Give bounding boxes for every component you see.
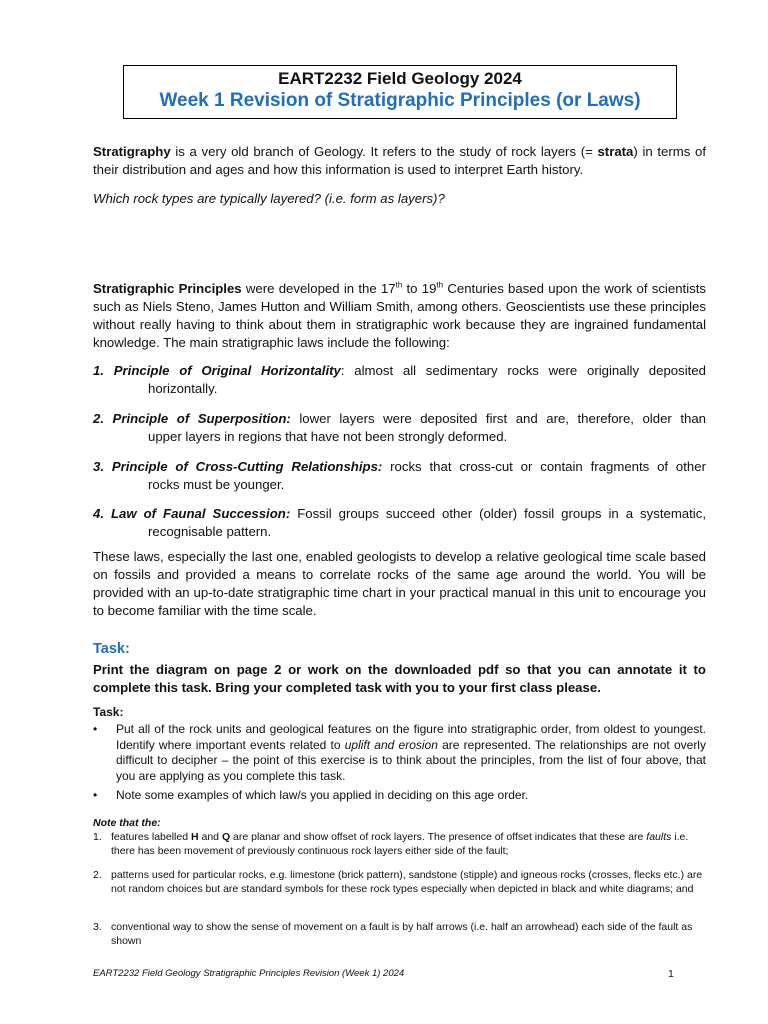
sup-th-1: th — [395, 280, 403, 290]
law-text: Fossil groups succeed other (older) fossil groups in a systematic, — [290, 506, 706, 521]
note-text-c: i.e. there has been movement of previously continuous rock layers either side of the fault; — [111, 831, 689, 857]
law-item — [93, 458, 706, 494]
intro-text-a: is a very old branch of Geology. It refers to the study of rock layers (= — [170, 144, 598, 159]
task-bullet — [93, 788, 706, 804]
note-number: 2. — [93, 869, 102, 881]
principles-text-a: were developed in the 17 — [241, 281, 396, 296]
law-heading: 4. Law of Faunal Succession: — [93, 506, 291, 521]
page-footer: EART2232 Field Geology Stratigraphic Principles Revision (Week 1) 2024 — [93, 968, 405, 979]
task-heading: Task: — [93, 641, 130, 657]
course-title: EART2232 Field Geology 2024 — [278, 69, 522, 88]
task-instruction: Print the diagram on page 2 or work on the downloaded pdf so that you can annotate it to complete this task. Bring your completed task with you to your first class please. — [93, 662, 706, 695]
laws-paragraph: These laws, especially the last one, enabled geologists to develop a relative geological time scale based on fossils and provided a means to correlate rocks of the same age around the world. You will be provided with an up-to-date stratigraphic time chart in your practical manual in this unit to encourage you to become familiar with the time scale. — [93, 549, 706, 618]
law-text: lower layers were deposited first and are, therefore, older than — [290, 411, 707, 426]
intro-paragraph — [93, 143, 706, 179]
law-text: almost all sedimentary rocks were originally deposited — [344, 363, 706, 378]
note-text: features labelled — [111, 831, 191, 843]
note-item — [93, 868, 706, 896]
note-number: 3. — [93, 921, 102, 933]
law-heading-colon: : — [340, 363, 345, 378]
task-bullet — [93, 722, 706, 784]
law-heading: 1. Principle of Original Horizontality — [93, 363, 341, 378]
note-emphasis: faults — [646, 831, 672, 843]
sup-th-2: th — [436, 280, 444, 290]
principles-paragraph — [93, 280, 706, 352]
note-label-q: Q — [221, 831, 231, 843]
intro-term: Stratigraphy — [93, 144, 171, 159]
law-item — [93, 505, 706, 541]
bullet-text: Put all of the rock units and geological features on the figure into stratigraphic order, from oldest to youngest. Identify where important events related to — [116, 722, 706, 752]
principles-text-c: Centuries based upon the work of scientists such as Niels Steno, James Hutton and William Smith, among others. Geoscientists use these principles without really having to think about them in stratigraphic work because they are ingrained fundamental knowledge. The main stratigraphic laws include the following: — [93, 281, 706, 350]
law-text-continued: recognisable pattern. — [148, 524, 272, 539]
document-title: Week 1 Revision of Stratigraphic Principles (or Laws) — [159, 90, 641, 111]
principles-term: Stratigraphic Principles — [93, 281, 242, 296]
bullet-emphasis: uplift and erosion — [344, 737, 438, 752]
bullet-icon: • — [93, 788, 98, 802]
law-text-continued: rocks must be younger. — [148, 477, 285, 492]
principles-text-b: to 19 — [402, 281, 437, 296]
intro-question: Which rock types are typically layered? (i.e. form as layers)? — [93, 191, 445, 206]
law-text-continued: upper layers in regions that have not been strongly deformed. — [148, 429, 508, 444]
bullet-text: Note some examples of which law/s you applied in deciding on this age order. — [116, 788, 529, 802]
intro-text-b: ) in terms of their distribution and ages and how this information is used to interpret Earth history. — [93, 144, 706, 177]
law-text-continued: horizontally. — [148, 381, 218, 396]
note-number: 1. — [93, 831, 102, 843]
bullet-text-b: are represented. The relationships are not overly difficult to decipher – the point of this exercise is to think about the principles, from the list of four above, that you are applying as you complete this task. — [116, 737, 706, 783]
note-text: patterns used for particular rocks, e.g. limestone (brick pattern), sandstone (stipple) and igneous rocks (crosses, flecks etc.) are not random choices but are standard symbols for these rock types especially when depicted in black and white diagrams; and — [111, 869, 703, 895]
note-text-b: are planar and show offset of rock layers. The presence of offset indicates that these are — [230, 831, 647, 843]
note-label-h: H — [190, 831, 199, 843]
title-box — [123, 65, 677, 119]
law-heading: 2. Principle of Superposition: — [93, 411, 291, 426]
note-item — [93, 920, 706, 948]
task-label: Task: — [93, 705, 124, 719]
note-text: conventional way to show the sense of movement on a fault is by half arrows (i.e. half an arrowhead) each side of the fault as shown — [111, 921, 693, 947]
page-number: 1 — [668, 968, 674, 980]
intro-strata: strata — [597, 144, 634, 159]
note-text-and: and — [198, 831, 222, 843]
note-item — [93, 830, 706, 858]
notes-heading: Note that the: — [93, 817, 161, 829]
bullet-icon: • — [93, 722, 98, 736]
law-item — [93, 410, 706, 446]
law-heading: 3. Principle of Cross-Cutting Relationships: — [93, 459, 383, 474]
law-text: rocks that cross-cut or contain fragments of other — [382, 459, 706, 474]
law-item — [93, 362, 706, 398]
